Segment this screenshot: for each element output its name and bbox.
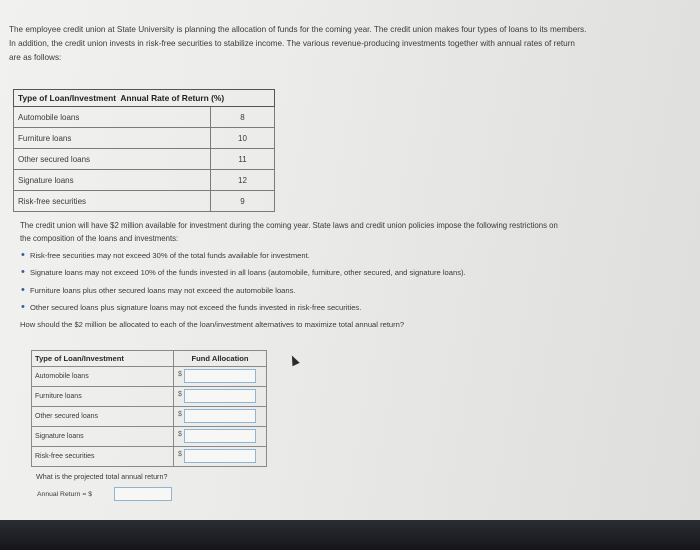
- rates-row-value: 9: [211, 191, 275, 212]
- constraints-section: [20, 219, 690, 331]
- allocation-row-label: Furniture loans: [32, 387, 174, 407]
- rates-row-value: 12: [211, 170, 275, 191]
- rates-header-rate-label: Annual Rate of Return (%): [120, 93, 225, 103]
- rates-row: [14, 170, 275, 191]
- constraints-lead-1: The credit union will have $2 million available for investment during the coming year. State laws and credit union policies impose the following restrictions on: [20, 221, 558, 230]
- annual-return-input[interactable]: [114, 487, 172, 501]
- rates-row: [14, 191, 275, 212]
- currency-symbol: $: [178, 411, 182, 418]
- intro-line-1: The employee credit union at State University is planning the allocation of funds for the coming year. The credit union makes four types of loans to its members.: [9, 25, 587, 34]
- rates-row: [14, 149, 275, 170]
- constraint-item: • Signature loans may not exceed 10% of the funds invested in all loans (automobile, furniture, other secured, and signature loans).: [20, 264, 690, 281]
- allocation-table: [31, 350, 267, 467]
- annual-return-label: Annual Return = $: [37, 491, 92, 498]
- other-secured-allocation-input[interactable]: [184, 409, 256, 423]
- intro-line-2: In addition, the credit union invests in risk-free securities to stabilize income. The various revenue-producing investments together with annual rates of return: [9, 39, 575, 48]
- constraint-item: • Risk-free securities may not exceed 30% of the total funds available for investment.: [20, 247, 690, 264]
- rates-row-label: Signature loans: [14, 170, 211, 191]
- rates-header-type-label: Type of Loan/Investment: [18, 93, 117, 103]
- rates-row: [14, 107, 275, 128]
- allocation-row: [32, 407, 267, 427]
- currency-symbol: $: [178, 391, 182, 398]
- projected-return-question: What is the projected total annual return?: [36, 472, 168, 481]
- allocation-row-label: Risk-free securities: [32, 447, 174, 467]
- constraint-item: • Other secured loans plus signature loans may not exceed the funds invested in risk-free securities.: [20, 299, 690, 316]
- automobile-allocation-input[interactable]: [184, 369, 256, 383]
- rates-table: [13, 89, 275, 212]
- allocation-header-type: Type of Loan/Investment: [32, 351, 174, 367]
- rates-row-label: Furniture loans: [14, 128, 211, 149]
- allocation-row-label: Other secured loans: [32, 407, 174, 427]
- rates-row-value: 11: [211, 149, 275, 170]
- constraint-item: • Furniture loans plus other secured loans may not exceed the automobile loans.: [20, 282, 690, 299]
- mouse-cursor-icon: [288, 354, 299, 366]
- allocation-input-cell: [174, 367, 267, 387]
- constraints-lead-2: the composition of the loans and investments:: [20, 234, 179, 243]
- rates-header-type: [14, 90, 275, 107]
- monitor-bezel: [0, 520, 700, 550]
- allocation-row-label: Automobile loans: [32, 367, 174, 387]
- allocation-input-cell: [174, 427, 267, 447]
- allocation-row: [32, 367, 267, 387]
- allocation-header-fund: Fund Allocation: [174, 351, 267, 367]
- rates-row-label: Other secured loans: [14, 149, 211, 170]
- allocation-row: [32, 427, 267, 447]
- rates-row: [14, 128, 275, 149]
- allocation-input-cell: [174, 387, 267, 407]
- constraints-list: [20, 247, 690, 317]
- rates-row-value: 8: [211, 107, 275, 128]
- allocation-row-label: Signature loans: [32, 427, 174, 447]
- signature-allocation-input[interactable]: [184, 429, 256, 443]
- allocation-row: [32, 447, 267, 467]
- allocation-row: [32, 387, 267, 407]
- currency-symbol: $: [178, 451, 182, 458]
- intro-text: [9, 23, 699, 65]
- intro-line-3: are as follows:: [9, 53, 62, 62]
- rates-row-value: 10: [211, 128, 275, 149]
- rates-header-row: [14, 90, 275, 107]
- allocation-input-cell: [174, 447, 267, 467]
- currency-symbol: $: [178, 371, 182, 378]
- allocation-input-cell: [174, 407, 267, 427]
- risk-free-allocation-input[interactable]: [184, 449, 256, 463]
- furniture-allocation-input[interactable]: [184, 389, 256, 403]
- allocation-header-row: [32, 351, 267, 367]
- allocation-question: How should the $2 million be allocated to each of the loan/investment alternatives to maximize total annual return?: [20, 319, 405, 329]
- rates-row-label: Automobile loans: [14, 107, 211, 128]
- currency-symbol: $: [178, 431, 182, 438]
- rates-row-label: Risk-free securities: [14, 191, 211, 212]
